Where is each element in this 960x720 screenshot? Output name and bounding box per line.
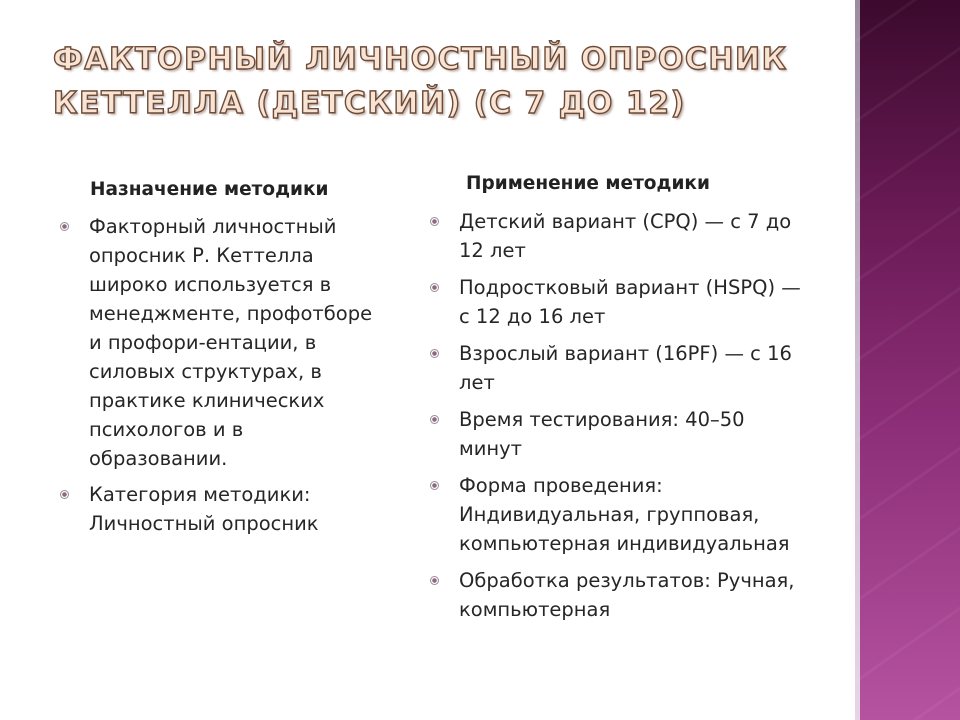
list-item (430, 273, 830, 331)
circle-bullet-icon (430, 415, 439, 424)
title-line: КЕТТЕЛЛА (ДЕТСКИЙ) (С 7 ДО 12) (53, 86, 686, 121)
list-item (430, 339, 830, 397)
list-item-line: менеджменте, профотборе (89, 302, 373, 325)
list-item-line: психологов и в (89, 418, 244, 441)
list-item (430, 405, 830, 463)
list-item-line: и профори-ентации, в (89, 331, 317, 354)
circle-bullet-icon (60, 222, 69, 231)
list-item-line: Взрослый вариант (16PF) — с 16 (459, 342, 792, 365)
list-item-line: силовых структурах, в (89, 360, 322, 383)
right-bullet-list (430, 207, 830, 632)
list-item-line: Детский вариант (CPQ) — с 7 до (459, 210, 792, 233)
list-item (60, 480, 410, 538)
list-item-line: опросник Р. Кеттелла (89, 244, 314, 267)
list-item-line: Форма проведения: (459, 474, 663, 497)
left-column-heading: Назначение методики (90, 179, 329, 200)
list-item (430, 207, 830, 265)
circle-bullet-icon (430, 481, 439, 490)
side-decorative-band (855, 0, 960, 720)
list-item (430, 566, 830, 624)
slide-title (53, 38, 788, 126)
circle-bullet-icon (430, 349, 439, 358)
list-item-line: с 12 до 16 лет (459, 305, 606, 328)
title-line: ФАКТОРНЫЙ ЛИЧНОСТНЫЙ ОПРОСНИК (53, 42, 788, 77)
list-item-line: минут (459, 437, 523, 460)
left-bullet-list (60, 212, 410, 545)
circle-bullet-icon (430, 217, 439, 226)
list-item (60, 212, 410, 473)
list-item-line: Обработка результатов: Ручная, (459, 569, 795, 592)
right-column-heading: Применение методики (466, 173, 710, 194)
list-item-line: 12 лет (459, 239, 526, 262)
list-item-line: практике клинических (89, 389, 325, 412)
list-item-line: Время тестирования: 40–50 (459, 408, 745, 431)
list-item-line: лет (459, 371, 495, 394)
list-item-line: Личностный опросник (89, 512, 319, 535)
list-item-line: Факторный личностный (89, 215, 337, 238)
list-item-line: образовании. (89, 447, 228, 470)
list-item-line: широко используется в (89, 273, 332, 296)
list-item-line: Категория методики: (89, 483, 311, 506)
list-item-line: компьютерная индивидуальная (459, 532, 790, 555)
circle-bullet-icon (430, 576, 439, 585)
circle-bullet-icon (60, 490, 69, 499)
list-item (430, 471, 830, 558)
list-item-line: Подростковый вариант (HSPQ) — (459, 276, 801, 299)
list-item-line: компьютерная (459, 598, 611, 621)
list-item-line: Индивидуальная, групповая, (459, 503, 760, 526)
circle-bullet-icon (430, 283, 439, 292)
